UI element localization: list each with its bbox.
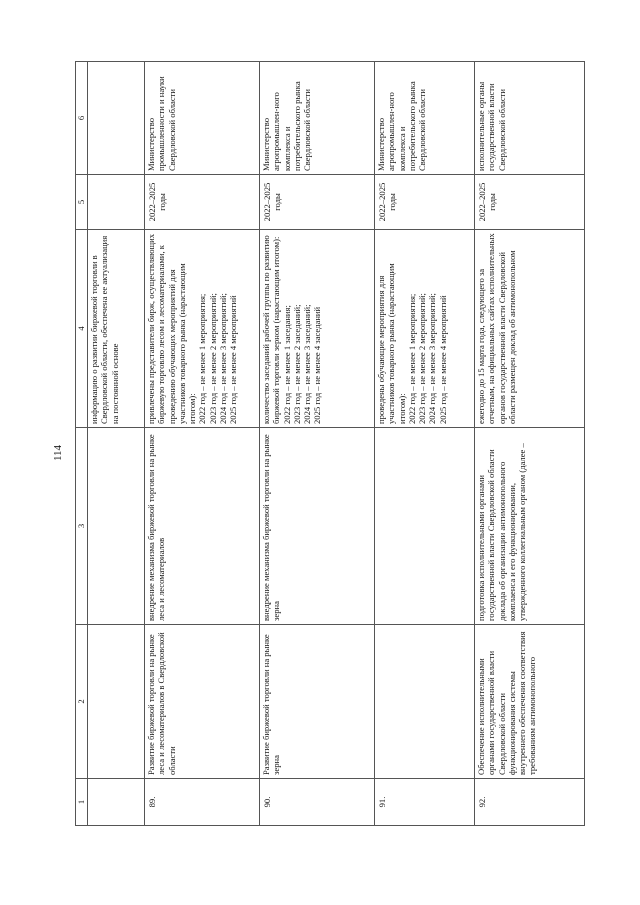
responsible-cell: Министерство агропромышлен-ного комплекса и потребительского рынка Свердловской области xyxy=(375,62,475,175)
rotated-page-content xyxy=(75,62,560,826)
responsible-cell: исполнительные органы государственной власти Свердловской области xyxy=(475,62,585,175)
measure-cell xyxy=(375,625,475,779)
task-cell: внедрение механизма биржевой торговли на рынке леса и лесоматериалов xyxy=(145,428,260,625)
table-row xyxy=(260,62,375,826)
measure-cell: Обеспечение исполнительными органами государственной власти Свердловской области функционирования системы внутреннего обеспечения соответствия требованиям антимонопольного xyxy=(475,625,585,779)
period-cell: 2022–2025 годы xyxy=(260,175,375,230)
indicator-cell: ежегодно до 15 марта года, следующего за отчетным, на официальных сайтах исполнительных органов государственной власти Свердловской области размещен доклад об антимонопольном xyxy=(475,230,585,428)
indicator-cell: проведены обучающие мероприятия для участников товарного рынка (нарастающим итогом): 2022 год – не менее 1 мероприятия; 2023 год – не менее 2 мероприятий; 2024 год – не менее 3 мероприятий; 2025 год – не менее 4 мероприятий xyxy=(375,230,475,428)
column-header: 4 xyxy=(76,230,88,428)
table-row-continuation xyxy=(88,62,145,826)
measures-table xyxy=(75,61,585,826)
column-header: 3 xyxy=(76,428,88,625)
column-header: 2 xyxy=(76,625,88,779)
continuation-cell: информацию о развитии биржевой торговли в Свердловской области, обеспечена ее актуализация на постоянной основе xyxy=(88,230,145,428)
column-header: 6 xyxy=(76,62,88,175)
responsible-cell: Министерство агропромышлен-ного комплекса и потребительского рынка Свердловской области xyxy=(260,62,375,175)
table-row xyxy=(145,62,260,826)
responsible-cell: Министерство промышленности и науки Свердловской области xyxy=(145,62,260,175)
period-cell: 2022–2025 годы xyxy=(145,175,260,230)
task-cell xyxy=(375,428,475,625)
task-cell: внедрение механизма биржевой торговли на рынке зерна xyxy=(260,428,375,625)
measure-cell: Развитие биржевой торговли на рынке леса и лесоматериалов в Свердловской области xyxy=(145,625,260,779)
row-number: 92. xyxy=(475,779,585,826)
period-cell: 2022–2025 годы xyxy=(475,175,585,230)
column-header: 1 xyxy=(76,779,88,826)
period-cell: 2022–2025 годы xyxy=(375,175,475,230)
measure-cell: Развитие биржевой торговли на рынке зерна xyxy=(260,625,375,779)
task-cell: подготовка исполнительными органами государственной власти Свердловской области доклада об организации антимонопольного комплаенса и его функционировании, утвержденного коллегиальным органом (далее – xyxy=(475,428,585,625)
column-header: 5 xyxy=(76,175,88,230)
row-number: 89. xyxy=(145,779,260,826)
row-number: 90. xyxy=(260,779,375,826)
table-row xyxy=(375,62,475,826)
table-header-row xyxy=(76,62,88,826)
row-number: 91. xyxy=(375,779,475,826)
table-row xyxy=(475,62,585,826)
indicator-cell: привлечены представители бирж, осуществляющих биржевую торговлю лесом и лесоматериалами, к проведению обучающих мероприятий для участников товарного рынка (нарастающим итогом): 2022 год – не менее 1 мероприятия; 2023 год – не менее 2 мероприятий; 2024 год – не менее 3 мероприятий; 2025 год – не менее 4 мероприятий xyxy=(145,230,260,428)
indicator-cell: количество заседаний рабочей группы по развитию биржевой торговли зерном (нарастающим итогом): 2022 год – не менее 1 заседания; 2023 год – не менее 2 заседаний; 2024 год – не менее 3 заседаний; 2025 год – не менее 4 заседаний xyxy=(260,230,375,428)
